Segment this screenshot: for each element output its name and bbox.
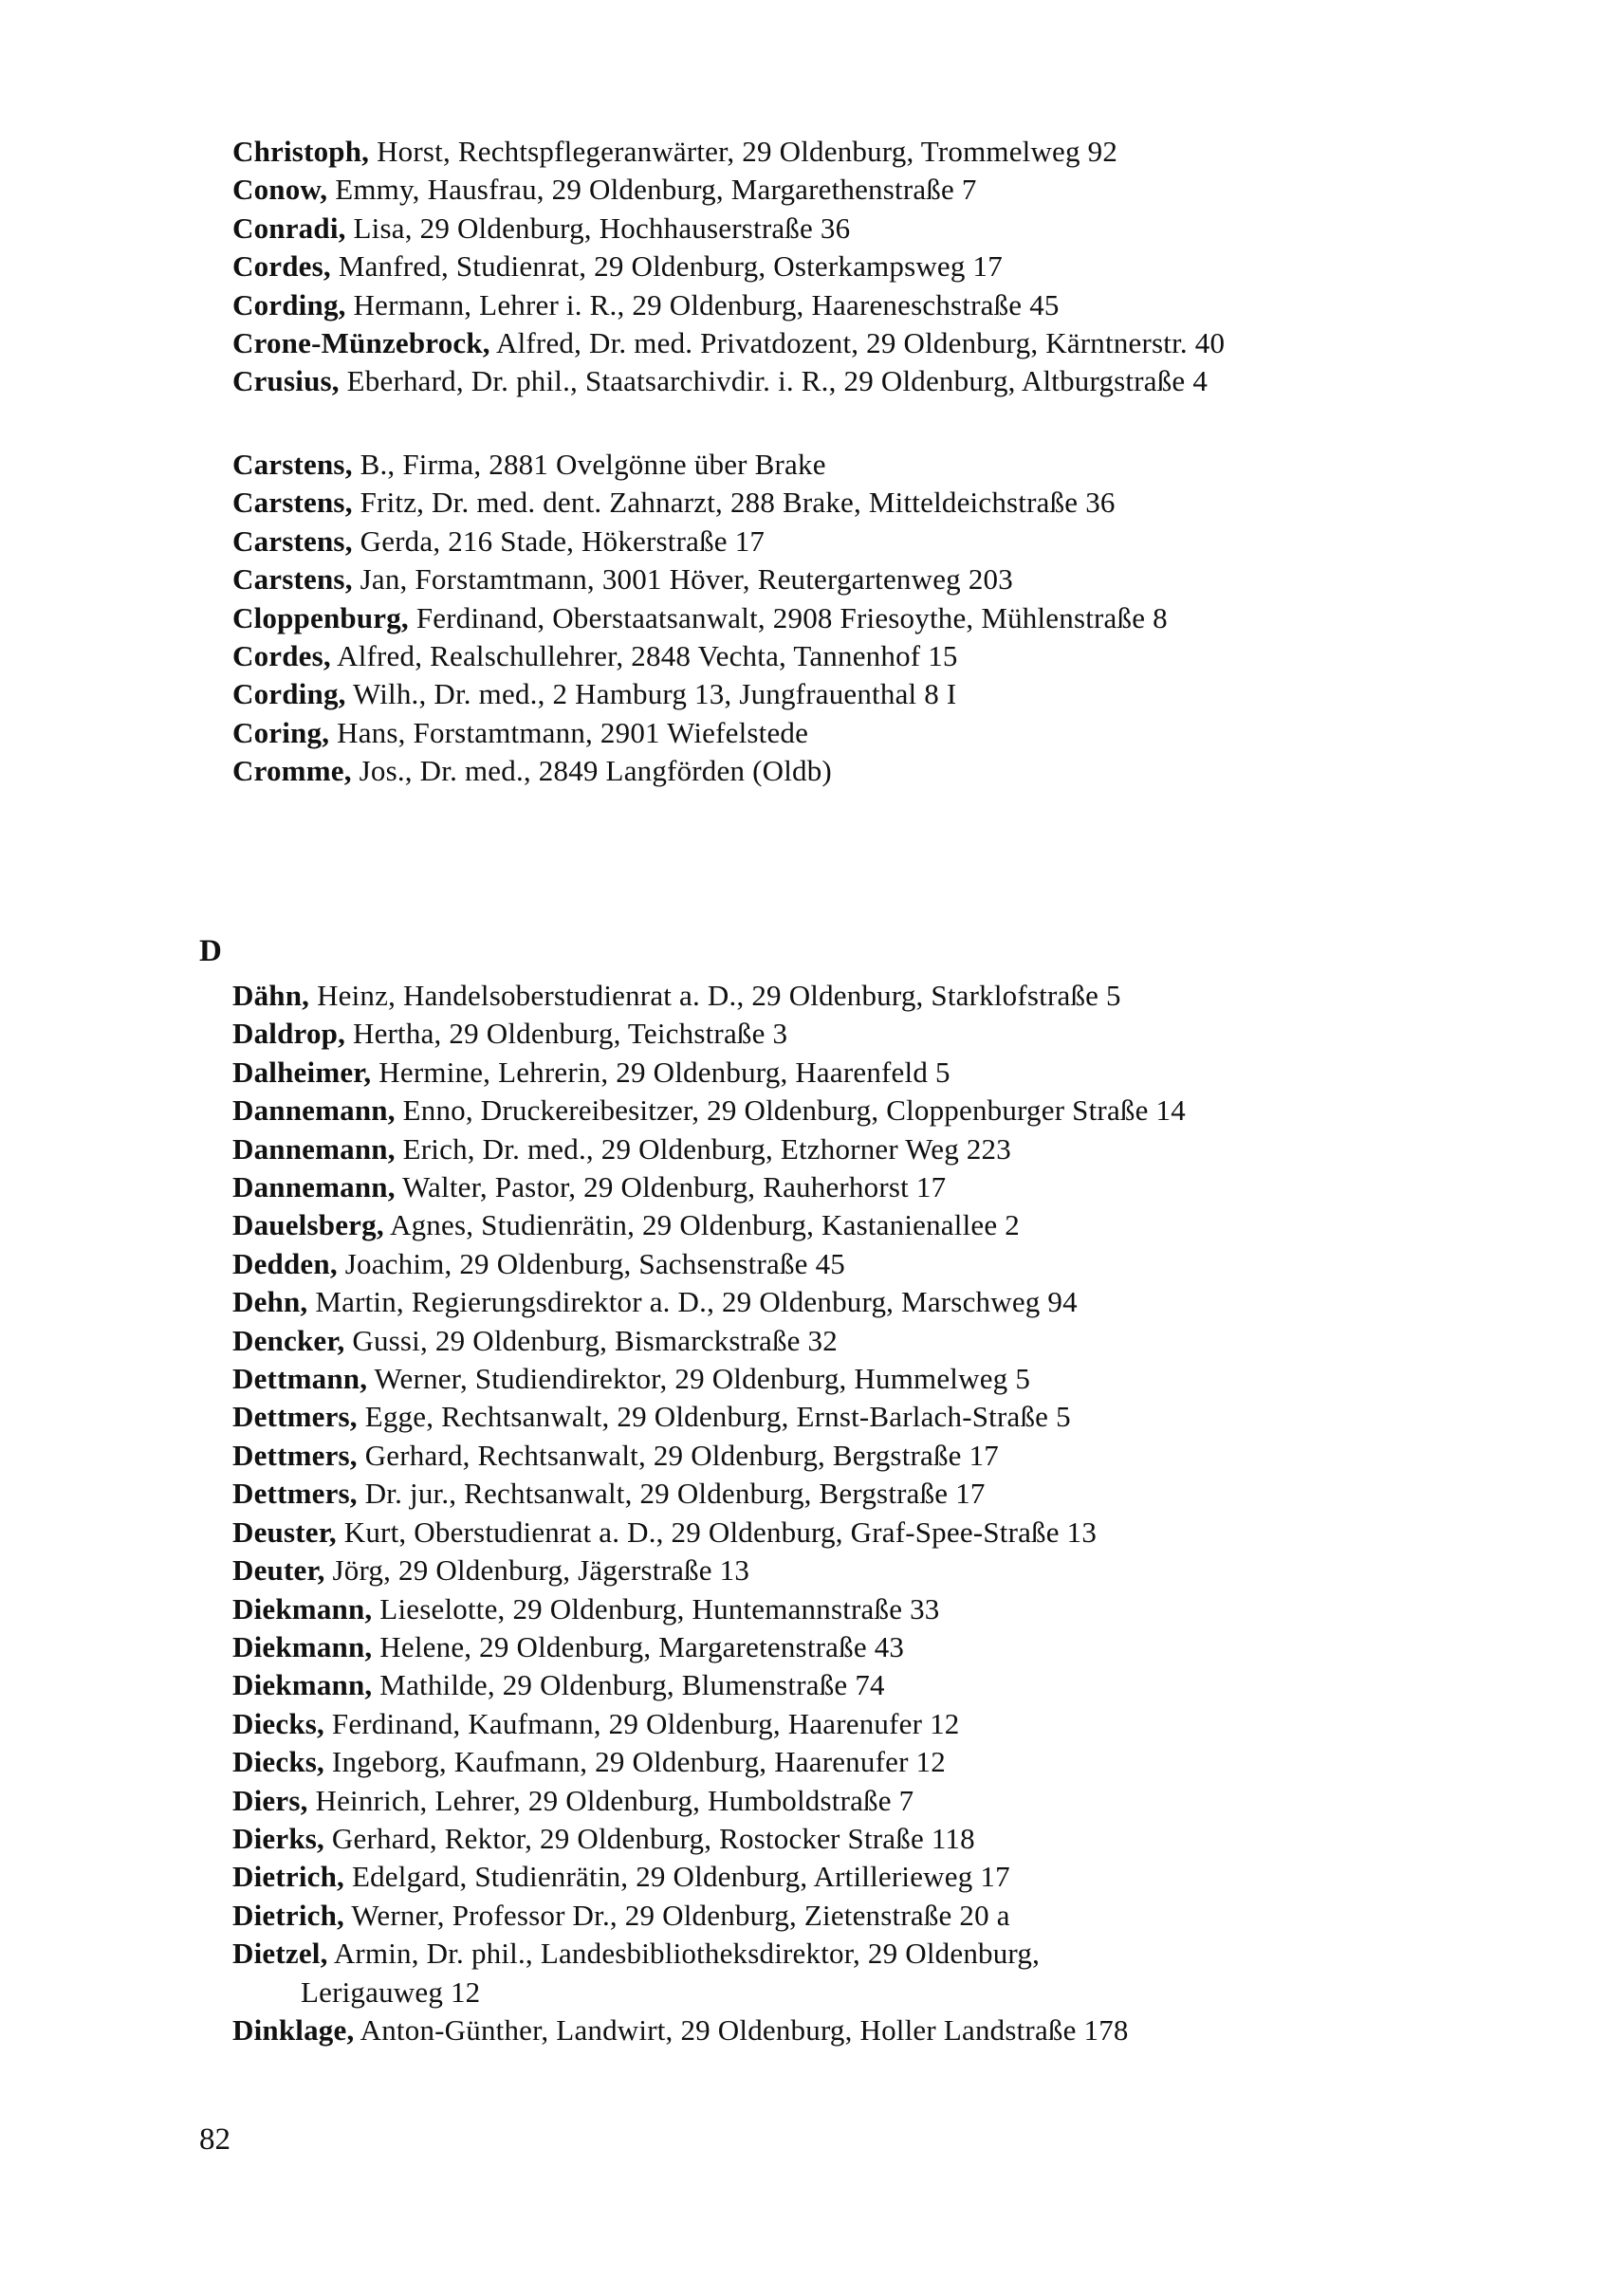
entry-surname: Dehn, (232, 1285, 308, 1319)
entry-surname: Coring, (232, 715, 330, 749)
directory-entry (232, 1322, 1466, 1360)
entry-surname: Dietrich, (232, 1860, 345, 1894)
directory-entry (232, 324, 1466, 362)
entry-details: Edelgard, Studienrätin, 29 Oldenburg, Artillerieweg 17 (344, 1860, 1010, 1894)
entry-details: Hermann, Lehrer i. R., 29 Oldenburg, Haareneschstraße 45 (345, 287, 1060, 321)
entry-details: Agnes, Studienrätin, 29 Oldenburg, Kastanienallee 2 (383, 1208, 1020, 1242)
directory-entry (232, 1130, 1466, 1168)
entry-details: Emmy, Hausfrau, 29 Oldenburg, Margarethenstraße 7 (327, 173, 977, 207)
entry-details: Hans, Forstamtmann, 2901 Wiefelstede (329, 715, 809, 749)
entry-surname: Dannemann, (232, 1093, 396, 1128)
entry-details: Werner, Professor Dr., 29 Oldenburg, Zietenstraße 20 a (344, 1898, 1010, 1932)
entry-details: Gussi, 29 Oldenburg, Bismarckstraße 32 (344, 1323, 838, 1357)
entry-continuation: Lerigauweg 12 (301, 1975, 481, 2009)
entry-surname: Dierks, (232, 1821, 324, 1855)
directory-entry (232, 362, 1466, 400)
entry-surname: Dähn, (232, 979, 310, 1012)
directory-entry (232, 1168, 1466, 1206)
page-number: 82 (199, 2122, 231, 2157)
entry-surname: Deuter, (232, 1553, 325, 1588)
entry-surname: Dauelsberg, (232, 1208, 384, 1242)
directory-entry (232, 286, 1466, 324)
directory-entry (232, 446, 1466, 484)
entries-block-c-other (232, 446, 1466, 791)
entry-surname: Conow, (232, 173, 328, 207)
entry-details: Jos., Dr. med., 2849 Langförden (Oldb) (351, 754, 832, 788)
directory-entry (232, 1628, 1466, 1666)
directory-entry (232, 675, 1466, 713)
entry-details: Gerhard, Rektor, 29 Oldenburg, Rostocker Straße 118 (323, 1821, 975, 1855)
directory-entry (232, 1206, 1466, 1244)
entry-details: Armin, Dr. phil., Landesbibliotheksdirektor, 29 Oldenburg, (327, 1937, 1041, 1971)
entry-details: Martin, Regierungsdirektor a. D., 29 Oldenburg, Marschweg 94 (307, 1285, 1078, 1319)
directory-entry (232, 752, 1466, 790)
directory-entry (232, 1897, 1466, 1935)
entry-surname: Christoph, (232, 135, 370, 168)
entry-surname: Dannemann, (232, 1131, 396, 1166)
entry-details: Lieselotte, 29 Oldenburg, Huntemannstraße 33 (372, 1591, 940, 1626)
directory-entry (232, 637, 1466, 675)
directory-entry (232, 1054, 1466, 1092)
directory-entry (232, 1858, 1466, 1896)
directory-entry (232, 1666, 1466, 1704)
entry-details: Eberhard, Dr. phil., Staatsarchivdir. i. R., 29 Oldenburg, Altburgstraße 4 (339, 364, 1209, 398)
directory-entry (232, 714, 1466, 752)
entry-details: Hertha, 29 Oldenburg, Teichstraße 3 (345, 1017, 788, 1051)
entry-details: Lisa, 29 Oldenburg, Hochhauserstraße 36 (345, 211, 851, 245)
entry-details: Heinrich, Lehrer, 29 Oldenburg, Humboldstraße 7 (307, 1783, 914, 1817)
directory-entry (232, 1935, 1466, 2011)
directory-entry (232, 133, 1466, 171)
directory-entry (232, 1514, 1466, 1552)
entry-details: Alfred, Dr. med. Privatdozent, 29 Oldenburg, Kärntnerstr. 40 (489, 326, 1226, 360)
directory-entry (232, 560, 1466, 598)
entry-surname: Dedden, (232, 1246, 338, 1280)
entry-surname: Conradi, (232, 211, 346, 245)
entry-surname: Diekmann, (232, 1629, 373, 1663)
directory-entry (232, 1015, 1466, 1053)
entry-details: Ferdinand, Oberstaatsanwalt, 2908 Friesoythe, Mühlenstraße 8 (408, 600, 1168, 634)
directory-entry (232, 1743, 1466, 1781)
entry-details: Dr. jur., Rechtsanwalt, 29 Oldenburg, Bergstraße 17 (357, 1477, 986, 1511)
entry-details: Werner, Studiendirektor, 29 Oldenburg, Hummelweg 5 (367, 1362, 1031, 1396)
directory-entry (232, 1552, 1466, 1589)
entry-details: Manfred, Studienrat, 29 Oldenburg, Osterkampsweg 17 (330, 249, 1003, 284)
entry-details: Gerhard, Rechtsanwalt, 29 Oldenburg, Bergstraße 17 (357, 1438, 999, 1472)
entry-details: Walter, Pastor, 29 Oldenburg, Rauherhorst 17 (395, 1170, 947, 1204)
entry-surname: Carstens, (232, 486, 353, 520)
entry-surname: Dannemann, (232, 1170, 396, 1204)
entry-surname: Diecks, (232, 1706, 324, 1740)
entries-block-d (232, 977, 1466, 2049)
directory-entry (232, 1705, 1466, 1743)
entry-details: Gerda, 216 Stade, Hökerstraße 17 (352, 523, 766, 558)
entry-details: Jan, Forstamtmann, 3001 Höver, Reutergartenweg 203 (352, 562, 1013, 597)
entry-surname: Dietzel, (232, 1937, 328, 1971)
entry-surname: Cloppenburg, (232, 600, 409, 634)
directory-entry (232, 1245, 1466, 1283)
directory-entry (232, 599, 1466, 637)
entry-details: Ferdinand, Kaufmann, 29 Oldenburg, Haarenufer 12 (323, 1706, 960, 1740)
directory-entry (232, 523, 1466, 560)
directory-entry (232, 1360, 1466, 1398)
entry-details: Helene, 29 Oldenburg, Margaretenstraße 43 (372, 1629, 905, 1663)
entries-block-c-oldenburg (232, 133, 1466, 401)
directory-entry (232, 248, 1466, 285)
entry-details: Hermine, Lehrerin, 29 Oldenburg, Haarenfeld 5 (371, 1055, 950, 1089)
entry-surname: Dalheimer, (232, 1055, 372, 1089)
entry-surname: Diers, (232, 1783, 308, 1817)
directory-entry (232, 1590, 1466, 1628)
entry-surname: Dietrich, (232, 1898, 345, 1932)
entry-surname: Cordes, (232, 639, 331, 673)
directory-entry (232, 171, 1466, 209)
entry-details: Heinz, Handelsoberstudienrat a. D., 29 Oldenburg, Starklofstraße 5 (309, 979, 1121, 1012)
entry-details: Egge, Rechtsanwalt, 29 Oldenburg, Ernst-Barlach-Straße 5 (357, 1400, 1071, 1434)
directory-entry (232, 1820, 1466, 1858)
entry-surname: Carstens, (232, 523, 353, 558)
directory-entry (232, 1283, 1466, 1321)
entry-details: Joachim, 29 Oldenburg, Sachsenstraße 45 (337, 1246, 845, 1280)
entry-surname: Daldrop, (232, 1017, 346, 1051)
entry-surname: Dettmers, (232, 1438, 358, 1472)
entry-details: Anton-Günther, Landwirt, 29 Oldenburg, Holler Landstraße 178 (354, 2012, 1129, 2047)
entry-details: Ingeborg, Kaufmann, 29 Oldenburg, Haarenufer 12 (323, 1745, 946, 1779)
directory-entry (232, 1475, 1466, 1513)
section-letter: D (199, 934, 222, 968)
entry-surname: Carstens, (232, 562, 353, 597)
directory-entry (232, 484, 1466, 522)
entry-details: Mathilde, 29 Oldenburg, Blumenstraße 74 (372, 1668, 885, 1702)
directory-entry (232, 1092, 1466, 1130)
entry-surname: Crone-Münzebrock, (232, 326, 490, 360)
entry-details: B., Firma, 2881 Ovelgönne über Brake (352, 448, 826, 481)
directory-entry (232, 210, 1466, 248)
entry-surname: Dettmers, (232, 1477, 358, 1511)
entry-details: Fritz, Dr. med. dent. Zahnarzt, 288 Brake, Mitteldeichstraße 36 (352, 486, 1116, 520)
entry-surname: Diekmann, (232, 1668, 373, 1702)
entry-surname: Diekmann, (232, 1591, 373, 1626)
entry-details: Horst, Rechtspflegeranwärter, 29 Oldenburg, Trommelweg 92 (369, 135, 1118, 168)
entry-surname: Cordes, (232, 249, 331, 284)
entry-surname: Dencker, (232, 1323, 345, 1357)
entry-surname: Diecks, (232, 1745, 324, 1779)
entry-surname: Cording, (232, 287, 346, 321)
entry-surname: Carstens, (232, 448, 353, 481)
directory-entry (232, 1437, 1466, 1475)
entry-details: Wilh., Dr. med., 2 Hamburg 13, Jungfrauenthal 8 I (345, 677, 957, 711)
entry-surname: Deuster, (232, 1515, 337, 1549)
entry-details: Erich, Dr. med., 29 Oldenburg, Etzhorner Weg 223 (395, 1131, 1011, 1166)
entry-details: Enno, Druckereibesitzer, 29 Oldenburg, Cloppenburger Straße 14 (395, 1093, 1186, 1128)
directory-entry (232, 1398, 1466, 1436)
entry-details: Jörg, 29 Oldenburg, Jägerstraße 13 (324, 1553, 750, 1588)
entry-surname: Cromme, (232, 754, 352, 788)
entry-surname: Dettmann, (232, 1362, 368, 1396)
directory-entry (232, 977, 1466, 1015)
entry-surname: Dinklage, (232, 2012, 355, 2047)
entry-details: Alfred, Realschullehrer, 2848 Vechta, Tannenhof 15 (330, 639, 958, 673)
directory-entry (232, 1782, 1466, 1820)
entry-surname: Cording, (232, 677, 346, 711)
entry-details: Kurt, Oberstudienrat a. D., 29 Oldenburg, Graf-Spee-Straße 13 (336, 1515, 1098, 1549)
directory-entry (232, 2011, 1466, 2049)
entry-surname: Crusius, (232, 364, 340, 398)
entry-surname: Dettmers, (232, 1400, 358, 1434)
